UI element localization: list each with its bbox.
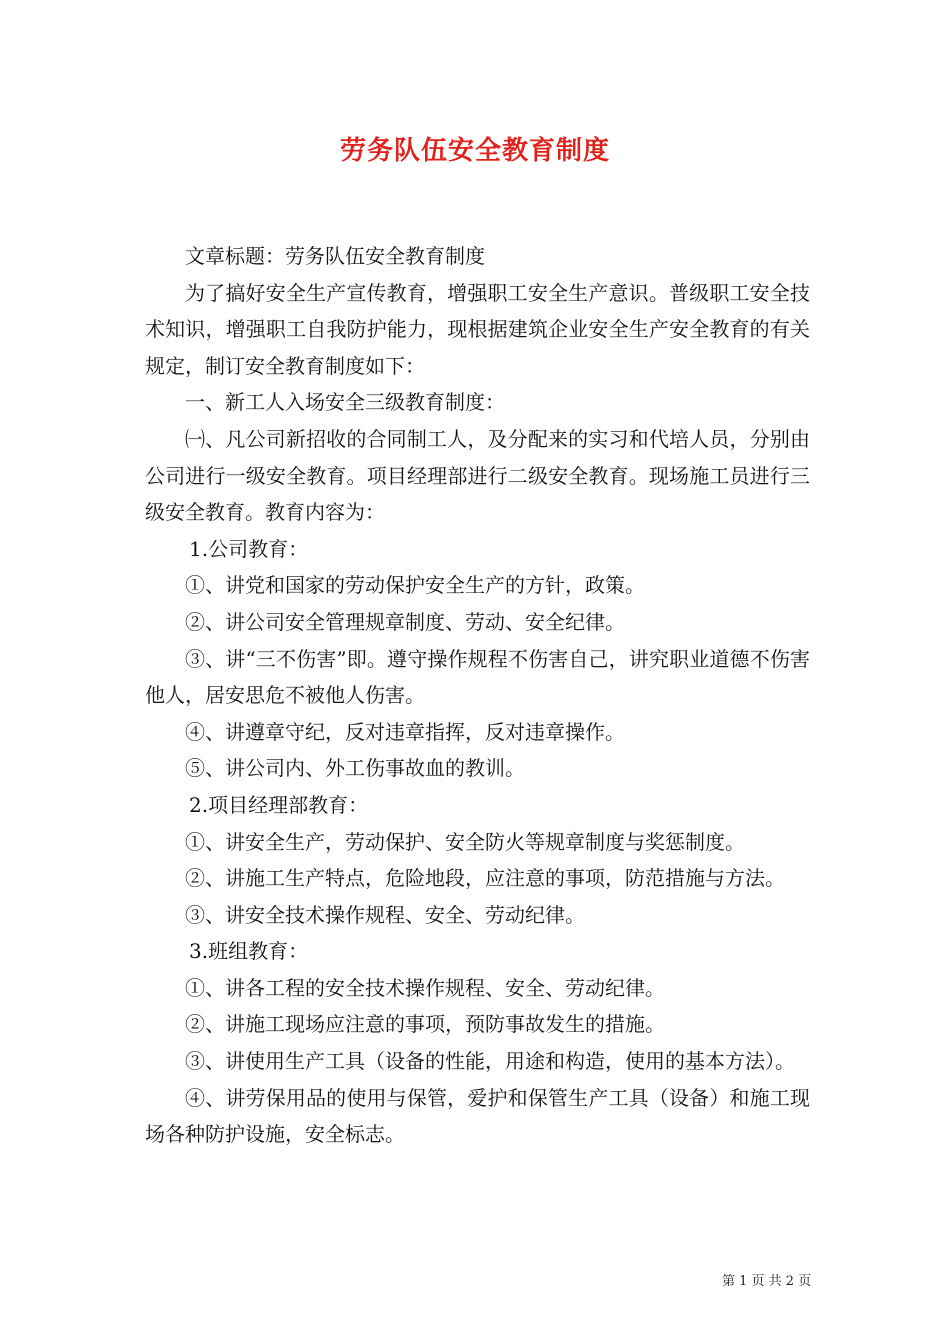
- subsection-heading: 3.班组教育：: [189, 939, 309, 964]
- list-item: ③、讲使用生产工具（设备的性能，用途和构造，使用的基本方法）。: [185, 1049, 795, 1074]
- document-title: 劳务队伍安全教育制度: [339, 136, 610, 166]
- list-item: ②、讲施工现场应注意的事项，预防事故发生的措施。: [185, 1012, 665, 1037]
- list-item: ④、讲劳保用品的使用与保管，爱护和保管生产工具（设备）和施工现场各种防护设施，安全标志。: [145, 1085, 810, 1147]
- list-item: ②、讲公司安全管理规章制度、劳动、安全纪律。: [185, 609, 625, 634]
- list-item: ③、讲“三不伤害”即。遵守操作规程不伤害自己，讲究职业道德不伤害他人，居安思危不被他人伤害。: [145, 646, 810, 708]
- list-item: ②、讲施工生产特点，危险地段，应注意的事项，防范措施与方法。: [185, 866, 785, 891]
- list-item: ③、讲安全技术操作规程、安全、劳动纪律。: [185, 902, 585, 927]
- subsection-heading: 1.公司教育：: [189, 536, 309, 561]
- list-item: ①、讲党和国家的劳动保护安全生产的方针，政策。: [185, 573, 645, 598]
- intro-paragraph: 为了搞好安全生产宣传教育，增强职工安全生产意识。普级职工安全技术知识，增强职工自我防护能力，现根据建筑企业安全生产安全教育的有关规定，制订安全教育制度如下：: [145, 280, 810, 378]
- document-body: [145, 238, 810, 1153]
- section-heading: 一、新工人入场安全三级教育制度：: [185, 390, 505, 415]
- page-number-footer: 第 1 页 共 2 页: [722, 1274, 812, 1289]
- subsection-heading: 2.项目经理部教育：: [189, 792, 369, 817]
- list-item: ④、讲遵章守纪，反对违章指挥，反对违章操作。: [185, 719, 625, 744]
- article-heading-line: 文章标题：劳务队伍安全教育制度: [185, 244, 485, 268]
- list-item: ⑤、讲公司内、外工伤事故血的教训。: [185, 756, 525, 781]
- list-item: ①、讲各工程的安全技术操作规程、安全、劳动纪律。: [185, 975, 665, 1000]
- section-paragraph: ㈠、凡公司新招收的合同制工人，及分配来的实习和代培人员，分别由公司进行一级安全教育。项目经理部进行二级安全教育。现场施工员进行三级安全教育。教育内容为：: [145, 426, 810, 525]
- list-item: ①、讲安全生产，劳动保护、安全防火等规章制度与奖惩制度。: [185, 829, 745, 854]
